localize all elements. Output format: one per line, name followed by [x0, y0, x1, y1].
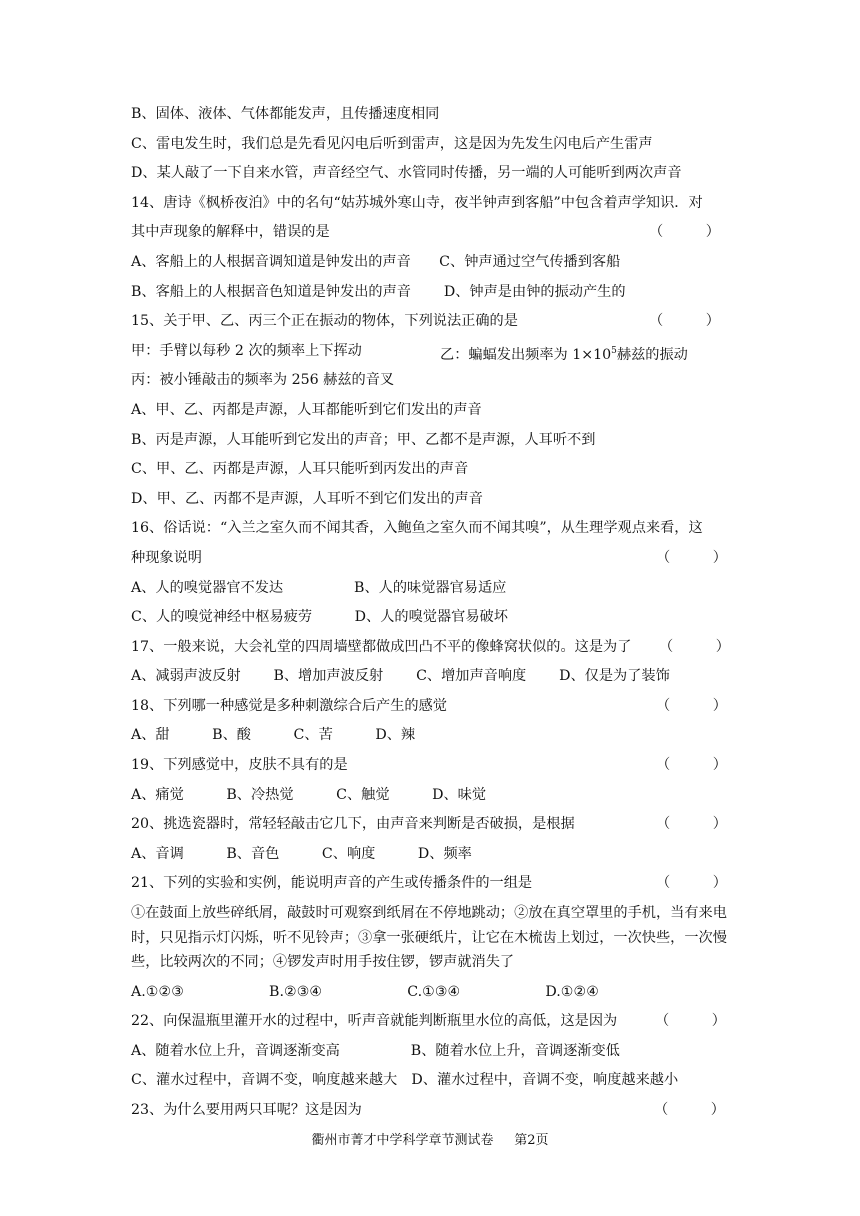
answer-blank-22: （ ） [655, 1013, 726, 1030]
question-22-text: 22、向保温瓶里灌开水的过程中，听声音就能判断瓶里水位的高低，这是因为 [131, 1013, 618, 1030]
options-22-row2: C、灌水过程中，音调不变，响度越来越大 D、灌水过程中，音调不变，响度越来越小 [131, 1072, 679, 1089]
item-15-jia-yi [131, 337, 731, 367]
question-23-text: 23、为什么要用两只耳呢？这是因为 [131, 1101, 362, 1118]
option-15b: B、丙是声源，人耳能听到它发出的声音；甲、乙都不是声源，人耳听不到 [131, 431, 596, 448]
options-17: A、减弱声波反射 B、增加声波反射 C、增加声音响度 D、仅是为了装饰 [131, 668, 670, 685]
question-17-text: 17、一般来说，大会礼堂的四周墙壁都做成凹凸不平的像蜂窝状似的。这是为了 [131, 638, 632, 655]
options-16-row1: A、人的嗅觉器官不发达 B、人的味觉器官易适应 [131, 579, 507, 596]
answer-blank-16: （ ） [656, 549, 727, 566]
question-21-details: ①在鼓面上放些碎纸屑，敲鼓时可观察到纸屑在不停地跳动；②放在真空罩里的手机，当有来电时，只见指示灯闪烁，听不见铃声；③拿一张硬纸片，让它在木梳齿上划过，一次快些，一次慢些，比较两次的不同；④锣发声时用手按住锣，锣声就消失了 [131, 905, 727, 971]
question-16-text: 种现象说明 [131, 549, 202, 566]
answer-blank-20: （ ） [656, 816, 727, 833]
page-footer [0, 1129, 860, 1148]
options-19: A、痛觉 B、冷热觉 C、触觉 D、味觉 [131, 786, 487, 803]
question-14: 14、唐诗《枫桥夜泊》中的名句“姑苏城外寒山寺，夜半钟声到客船”中包含着声学知识．对 [131, 194, 703, 211]
question-16-cont [131, 544, 731, 574]
option-15d: D、甲、乙、丙都不是声源，人耳听不到它们发出的声音 [131, 490, 483, 507]
options-20: A、音调 B、音色 C、响度 D、频率 [131, 845, 472, 862]
item-15-yi-exponent: 5 [611, 345, 617, 356]
question-19 [131, 751, 731, 781]
question-21 [131, 869, 731, 899]
item-15-jia: 甲：手臂以每秒 2 次的频率上下挥动 [131, 342, 362, 359]
answer-blank-14: （ ） [649, 224, 720, 241]
answer-blank-18: （ ） [656, 697, 727, 714]
question-15 [131, 307, 731, 337]
options-14-row1: A、客船上的人根据音调知道是钟发出的声音 C、钟声通过空气传播到客船 [131, 253, 621, 270]
option-13d: D、某人敲了一下自来水管，声音经空气、水管同时传播，另一端的人可能听到两次声音 [131, 165, 682, 182]
options-21: A.①②③ B.②③④ C.①③④ D.①②④ [131, 983, 599, 1000]
question-21-text: 21、下列的实验和实例，能说明声音的产生或传播条件的一组是 [131, 875, 533, 892]
question-23 [131, 1096, 731, 1126]
answer-blank-21: （ ） [656, 875, 727, 892]
question-16: 16、俗话说：“入兰之室久而不闻其香，入鲍鱼之室久而不闻其嗅”，从生理学观点来看，这 [131, 520, 703, 537]
options-14-row2: B、客船上的人根据音色知道是钟发出的声音 D、钟声是由钟的振动产生的 [131, 283, 626, 300]
question-17 [131, 633, 731, 663]
option-15c: C、甲、乙、丙都是声源，人耳只能听到丙发出的声音 [131, 461, 469, 478]
item-15-yi [440, 337, 688, 371]
answer-blank-17: （ ） [659, 638, 730, 655]
footer-school-title: 衢州市菁才中学科学章节测试卷 [311, 1133, 494, 1148]
item-15-bing: 丙：被小锤敲击的频率为 256 赫兹的音叉 [131, 372, 395, 389]
question-14-text: 其中声现象的解释中，错误的是 [131, 224, 330, 241]
options-16-row2: C、人的嗅觉神经中枢易疲劳 D、人的嗅觉器官易破坏 [131, 609, 508, 626]
answer-blank-23: （ ） [654, 1101, 725, 1118]
answer-blank-15: （ ） [649, 313, 720, 330]
answer-blank-19: （ ） [656, 757, 727, 774]
question-20-text: 20、挑选瓷器时，常轻轻敲击它几下，由声音来判断是否破损，是根据 [131, 816, 575, 833]
question-19-text: 19、下列感觉中，皮肤不具有的是 [131, 757, 348, 774]
options-22-row1: A、随着水位上升，音调逐渐变高 B、随着水位上升，音调逐渐变低 [131, 1042, 620, 1059]
exam-content [131, 100, 731, 1126]
option-13b: B、固体、液体、气体都能发声，且传播速度相同 [131, 106, 440, 122]
question-18 [131, 692, 731, 722]
question-22 [131, 1007, 731, 1037]
item-15-yi-unit: 赫兹的振动 [616, 346, 688, 363]
options-18: A、甜 B、酸 C、苦 D、辣 [131, 727, 416, 744]
question-18-text: 18、下列哪一种感觉是多种刺激综合后产生的感觉 [131, 697, 447, 714]
question-20 [131, 810, 731, 840]
item-15-yi-text: 乙：蝙蝠发出频率为 1×10 [440, 346, 612, 363]
option-13c: C、雷电发生时，我们总是先看见闪电后听到雷声，这是因为先发生闪电后产生雷声 [131, 135, 653, 152]
question-15-text: 15、关于甲、乙、丙三个正在振动的物体，下列说法正确的是 [131, 313, 518, 330]
footer-page-number: 第2页 [514, 1133, 549, 1148]
question-14-cont [131, 218, 731, 248]
option-15a: A、甲、乙、丙都是声源，人耳都能听到它们发出的声音 [131, 401, 482, 418]
